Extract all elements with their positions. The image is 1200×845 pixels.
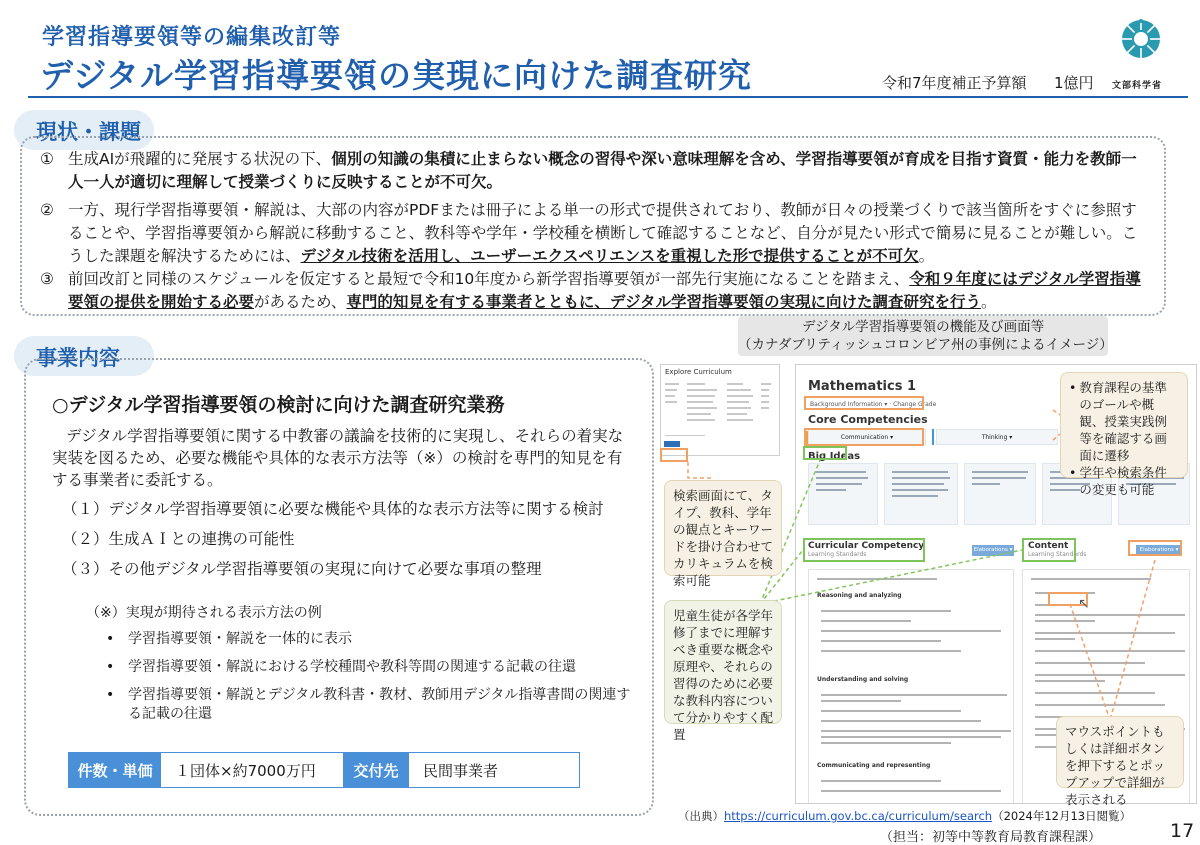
callout-top-right: • 教育課程の基準のゴールや概観、授業実践例等を確認する画面に遷移 • 学年や検索条件の変更も可能 — [1060, 372, 1188, 478]
mouse-pointer-icon: ↖ — [1078, 596, 1090, 612]
callout-top-right-item-2: 学年や検索条件の変更も可能 — [1079, 465, 1167, 497]
callout-green: 児童生徒が各学年修了までに理解すべき重要な概念や原理や、それらの習得のために必要な教科内容について分かりやすく配置 — [664, 600, 782, 724]
section-title-current-issues: 現状・課題 — [36, 120, 141, 144]
callout-popup: マウスポイントもしくは詳細ボタンを押下するとポップアップで詳細が表示される — [1056, 716, 1184, 788]
issue-text: 一方、現行学習指導要領・解説は、大部の内容がPDFまたは冊子による単一の形式で提供されており、教師が日々の授業づくりで該当箇所をすぐに参照することや、学習指導要領から解説に移動すること、教科等や学年・学校種を横断して確認することなど、自分が見たい形式で簡易に見ることが難しい。こうした課題を解決するためには、 — [68, 201, 1138, 265]
recipient-value: 民間事業者 — [423, 761, 499, 780]
callout-search: 検索画面にて、タイプ、教科、学年の観点とキーワードを掛け合わせてカリキュラムを検索可能 — [664, 480, 782, 576]
mock-change-grade-label: Change Grade — [893, 401, 937, 408]
item-number: ② — [40, 201, 54, 219]
search-screen-title: Explore Curriculum — [665, 368, 732, 376]
figure-caption-line-2: （カナダブリティッシュコロンビア州の事例によるイメージ） — [738, 337, 1113, 353]
item-number: ① — [40, 150, 54, 168]
grant-table — [68, 752, 580, 788]
display-example-text: 学習指導要領・解説とデジタル教科書・教材、教師用デジタル指導書間の関連する記載の往還 — [128, 687, 631, 722]
mock-elaborations-button[interactable]: Elaborations ▾ — [972, 545, 1014, 556]
mock-elaborations-button[interactable]: Elaborations ▾ — [1136, 545, 1182, 556]
project-description: デジタル学習指導要領に関する中教審の議論を技術的に実現し、それらの着実な実装を図るため、必要な機能や具体的な表示方法等（※）の検討を専門的知見を有する事業者に委託する。 — [52, 427, 624, 489]
figure-caption — [738, 316, 1113, 356]
mock-understanding-heading: Understanding and solving — [817, 676, 909, 683]
document-title: デジタル学習指導要領の実現に向けた調査研究 — [40, 56, 753, 95]
mock-learning-standards-label: Learning Standards — [808, 551, 867, 558]
display-example-text: 学習指導要領・解説を一体的に表示 — [128, 631, 352, 647]
ministry-name: 文部科学省 — [1112, 81, 1163, 91]
project-item-2: （２）生成ＡＩとの連携の可能性 — [62, 530, 295, 548]
recipient-header: 交付先 — [343, 753, 409, 787]
title-divider — [28, 96, 1188, 98]
issue-text-end: 。 — [918, 247, 935, 265]
display-example-1: • 学習指導要領・解説を一体的に表示 — [106, 630, 636, 649]
mext-logo-icon — [1120, 18, 1162, 60]
count-unit-header: 件数・単価 — [69, 753, 161, 787]
project-item-1: （１）デジタル学習指導要領に必要な機能や具体的な表示方法等に関する検討 — [62, 500, 604, 518]
issue-text-end: 。 — [980, 293, 997, 311]
budget-amount: 1億円 — [1054, 74, 1094, 92]
issue-text: 生成AIが飛躍的に発展する状況の下、 — [68, 150, 332, 168]
mock-communication-button[interactable]: Communication ▾ — [808, 429, 926, 445]
issue-emphasis-2: 専門的知見を有する事業者とともに、デジタル学習指導要領の実現に向けた調査研究を行う — [346, 293, 981, 311]
mock-communicating-heading: Communicating and representing — [817, 762, 931, 769]
document-subtitle: 学習指導要領等の編集改訂等 — [42, 25, 342, 50]
mock-big-ideas-heading: Big Ideas — [808, 451, 861, 462]
mock-content-heading: Content — [1028, 541, 1069, 551]
mock-thinking-button[interactable]: Thinking ▾ — [936, 429, 1058, 445]
mock-background-button[interactable]: Background Information ▾ · Change Grade — [810, 401, 937, 408]
project-item-3: （３）その他デジタル学習指導要領の実現に向けて必要な事項の整理 — [62, 560, 542, 578]
issue-item-2 — [40, 199, 1150, 268]
display-example-2: • 学習指導要領・解説における学校種間や教科等間の関連する記載の往還 — [106, 658, 636, 677]
budget-label: 令和7年度補正予算額 — [882, 74, 1027, 92]
item-number: ③ — [40, 270, 54, 288]
source-label: （出典） — [678, 809, 724, 823]
issue-emphasis: 個別の知識の集積に止まらない概念の習得や深い意味理解を含め、学習指導要領が育成を目指す資質・能力を教師一人一人が適切に理解して授業づくりに反映することが不可欠。 — [68, 150, 1137, 191]
mock-core-competencies: Core Competencies — [808, 413, 928, 426]
mock-curricular-heading: Curricular Competency — [808, 541, 925, 551]
issue-emphasis: デジタル技術を活用し、ユーザーエクスペリエンスを重視した形で提供することが不可欠 — [300, 247, 919, 265]
display-example-text: 学習指導要領・解説における学校種間や教科等間の関連する記載の往還 — [128, 659, 576, 675]
display-example-3: • 学習指導要領・解説とデジタル教科書・教材、教師用デジタル指導書間の関連する記載の往還 — [106, 686, 636, 724]
display-examples-heading: （※）実現が期待される表示方法の例 — [86, 605, 322, 621]
count-unit-value: １団体×約7000万円 — [175, 761, 316, 780]
issue-item-3 — [40, 268, 1150, 314]
issue-item-1 — [40, 148, 1150, 194]
mock-learning-standards-label: Learning Standards — [1028, 551, 1087, 558]
mock-reasoning-heading: Reasoning and analyzing — [817, 592, 902, 599]
source-date: （2024年12月13日閲覧） — [992, 809, 1132, 823]
section-title-project: 事業内容 — [36, 346, 120, 370]
figure-caption-line-1: デジタル学習指導要領の機能及び画面等 — [801, 319, 1045, 335]
source-citation — [678, 808, 1131, 824]
project-heading: ○デジタル学習指導要領の検討に向けた調査研究業務 — [52, 394, 505, 416]
responsible-department: （担当：初等中等教育局教育課程課） — [880, 830, 1102, 845]
mock-background-label: Background Information ▾ — [810, 401, 888, 408]
mock-course-title: Mathematics 1 — [808, 379, 916, 394]
source-link[interactable]: https://curriculum.gov.bc.ca/curriculum/search — [724, 809, 993, 823]
page-number: 17 — [1170, 820, 1195, 842]
issue-emphasis: 令和９年度にはデジタル学習指導要領の提供を開始する必要 — [68, 270, 1141, 311]
issue-text: 前回改訂と同様のスケジュールを仮定すると最短で令和10年度から新学習指導要領が一部先行実施になることを踏まえ、 — [68, 270, 910, 288]
issue-text-mid: があるため、 — [254, 293, 347, 311]
callout-top-right-item-1: 教育課程の基準のゴールや概観、授業実践例等を確認する画面に遷移 — [1079, 380, 1167, 463]
